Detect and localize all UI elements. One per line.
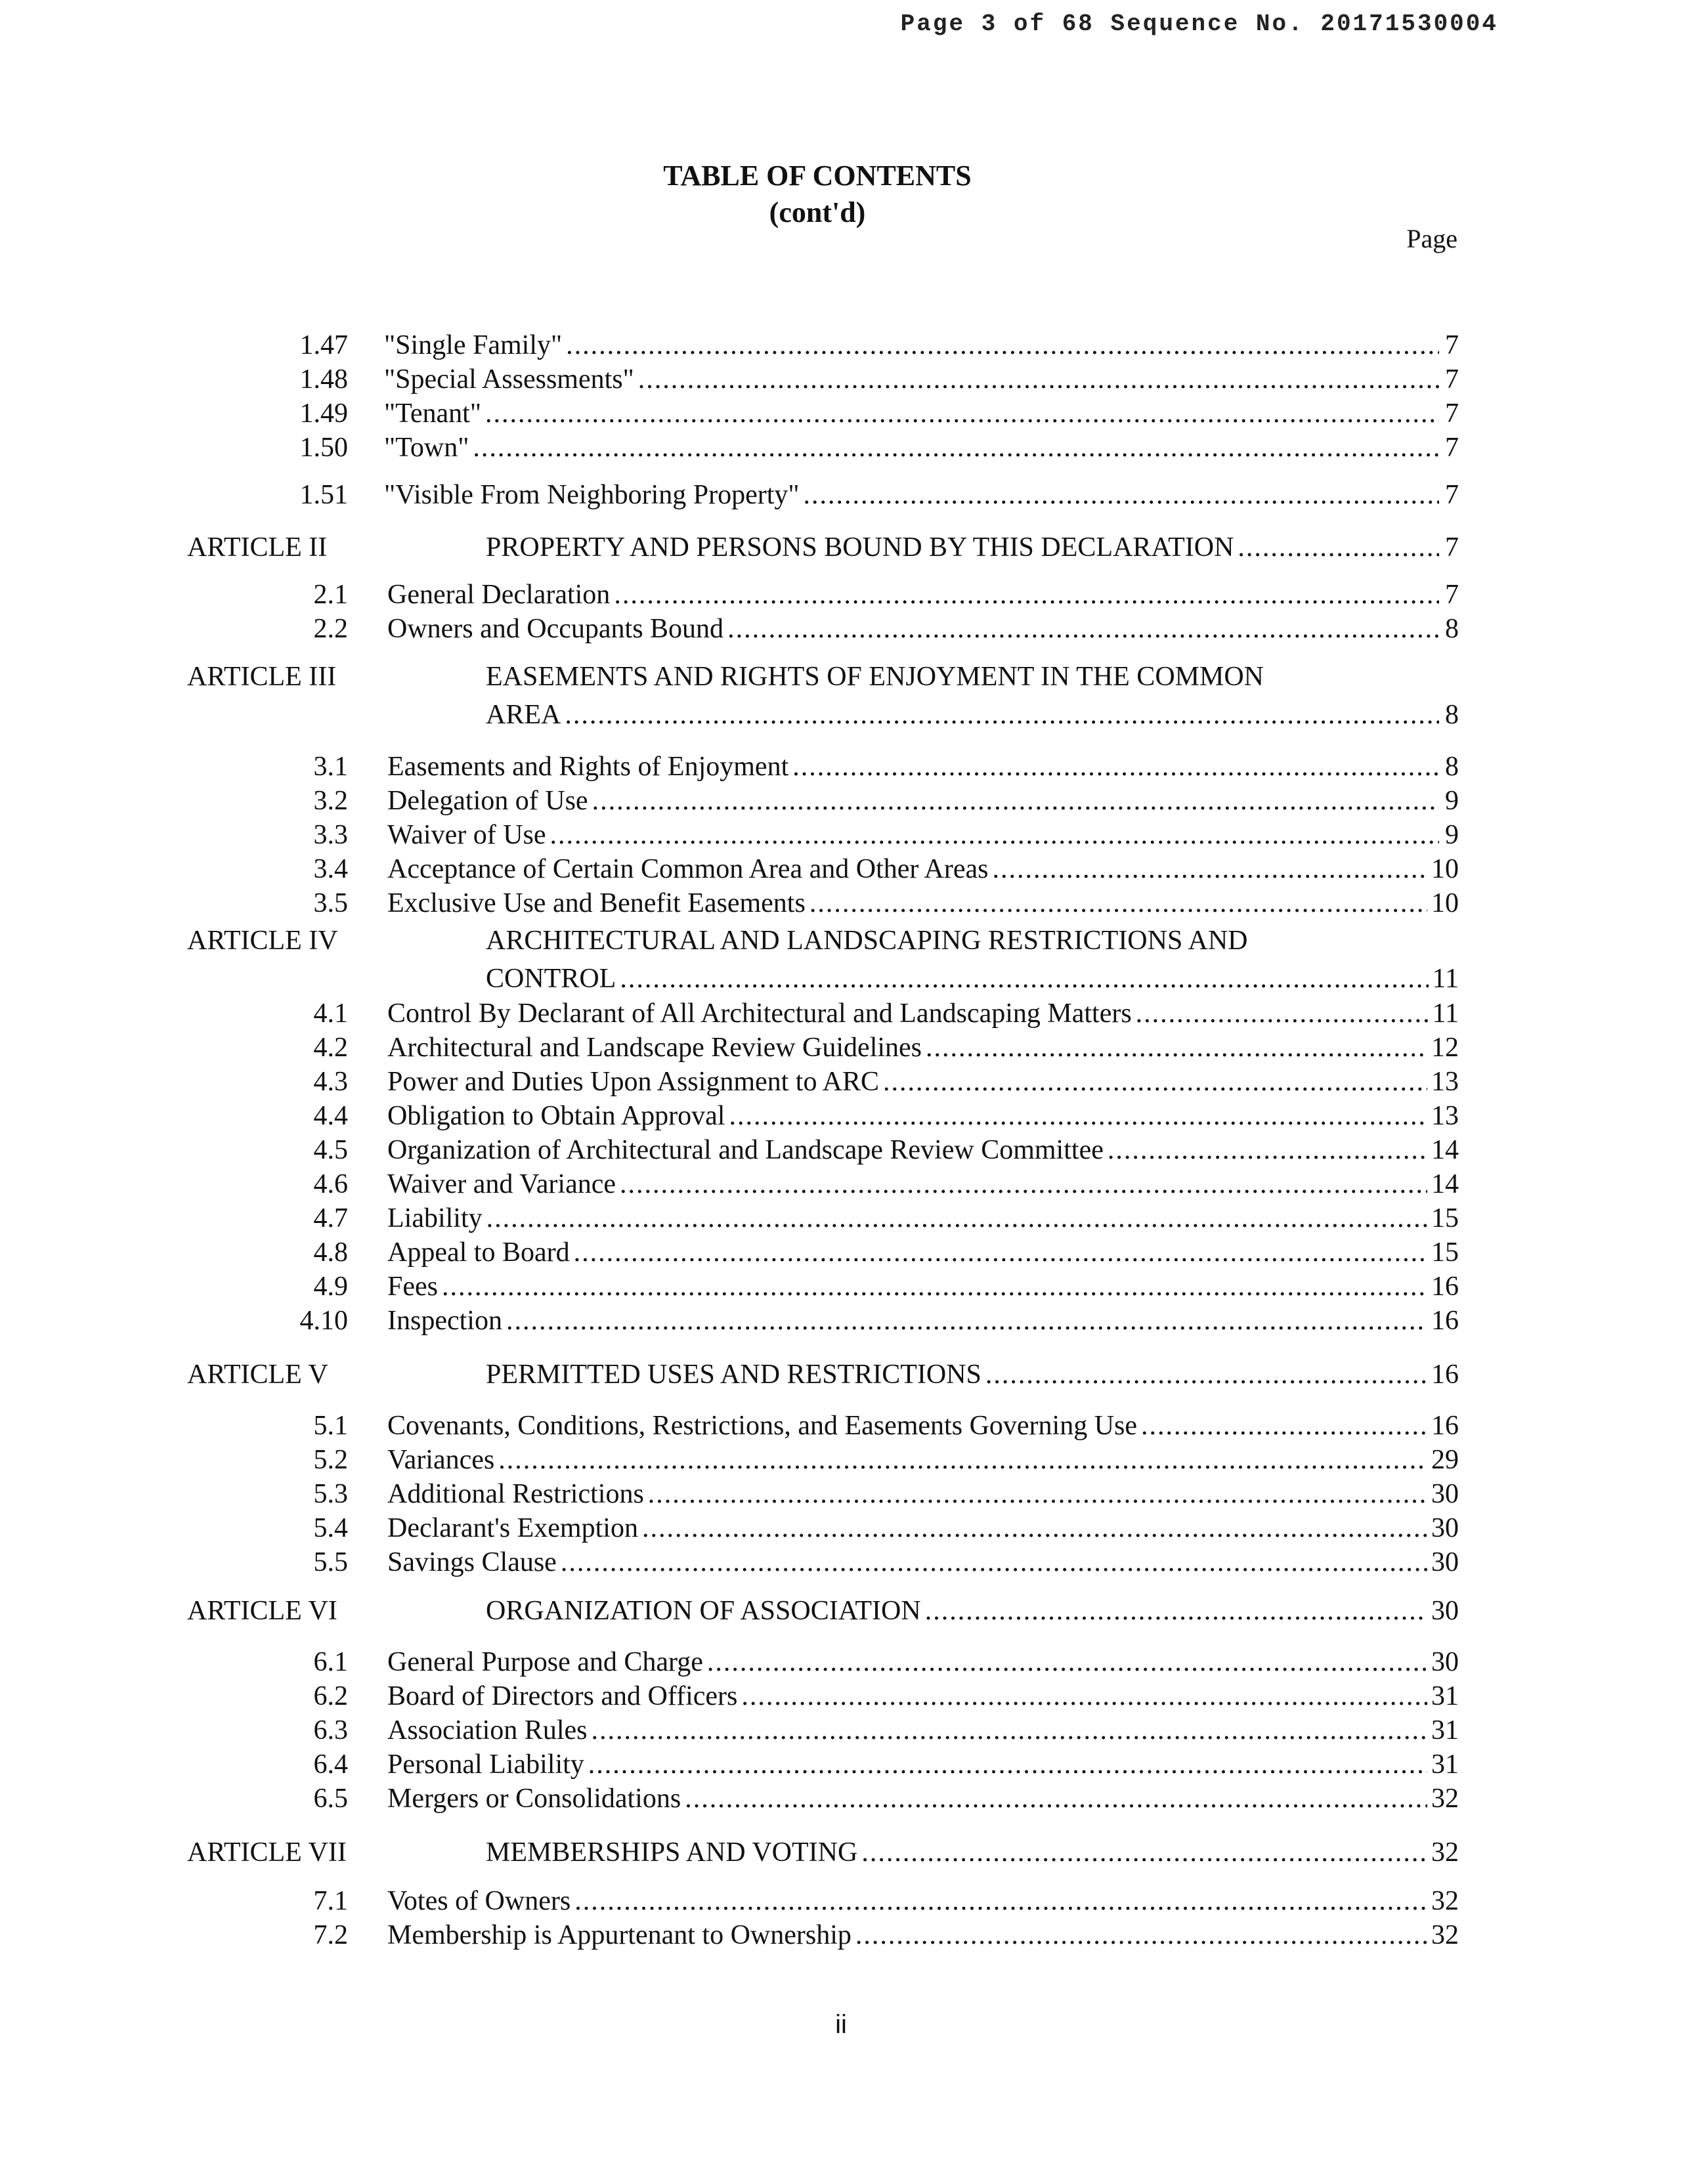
article-title: AREA bbox=[486, 700, 561, 730]
toc-entry bbox=[387, 1747, 1459, 1782]
page-reference: 7 bbox=[1445, 330, 1459, 360]
section-title: Covenants, Conditions, Restrictions, and Easements Governing Use bbox=[387, 1411, 1138, 1441]
toc-entry bbox=[387, 996, 1459, 1031]
page-reference: 12 bbox=[1431, 1033, 1459, 1063]
section-number: 6.1 bbox=[313, 1647, 348, 1677]
toc-entry bbox=[387, 750, 1459, 784]
dot-leader bbox=[648, 1477, 1427, 1511]
toc-entry bbox=[387, 1133, 1459, 1167]
dot-leader bbox=[727, 612, 1439, 646]
section-title: Exclusive Use and Benefit Easements bbox=[387, 888, 806, 918]
toc-entry bbox=[387, 578, 1459, 612]
section-title: Fees bbox=[387, 1272, 438, 1302]
article-title: ORGANIZATION OF ASSOCIATION bbox=[486, 1596, 921, 1626]
section-number: 5.4 bbox=[313, 1513, 348, 1543]
dot-leader bbox=[1108, 1133, 1427, 1167]
section-number: 2.1 bbox=[313, 580, 348, 610]
section-title: Inspection bbox=[387, 1306, 502, 1336]
toc-entry bbox=[387, 784, 1459, 818]
section-number: 3.2 bbox=[313, 786, 348, 816]
article-number: ARTICLE II bbox=[187, 532, 328, 563]
section-title: Easements and Rights of Enjoyment bbox=[387, 752, 789, 782]
page-reference: 7 bbox=[1445, 532, 1459, 563]
section-number: 4.8 bbox=[313, 1237, 348, 1268]
article-title: CONTROL bbox=[486, 964, 616, 994]
section-title: General Declaration bbox=[387, 580, 611, 610]
section-title: Power and Duties Upon Assignment to ARC bbox=[387, 1067, 880, 1097]
toc-entry bbox=[387, 1031, 1459, 1065]
section-title: Additional Restrictions bbox=[387, 1479, 644, 1509]
dot-leader bbox=[792, 750, 1439, 784]
page-reference: 7 bbox=[1445, 398, 1459, 429]
page-reference: 30 bbox=[1431, 1513, 1459, 1543]
section-number: 1.49 bbox=[299, 398, 348, 429]
dot-leader bbox=[588, 1747, 1427, 1782]
page-reference: 16 bbox=[1431, 1411, 1459, 1441]
section-title: Association Rules bbox=[387, 1715, 588, 1745]
page-reference: 11 bbox=[1432, 964, 1459, 994]
toc-entry bbox=[387, 1201, 1459, 1235]
dot-leader bbox=[620, 962, 1428, 996]
page-reference: 11 bbox=[1432, 998, 1459, 1029]
page-reference: 7 bbox=[1445, 580, 1459, 610]
section-number: 3.1 bbox=[313, 752, 348, 782]
section-title: Control By Declarant of All Architectural and Landscaping Matters bbox=[387, 998, 1132, 1029]
toc-entry bbox=[384, 362, 1459, 396]
toc-entry bbox=[384, 478, 1459, 512]
article-title-line1: ARCHITECTURAL AND LANDSCAPING RESTRICTIONS AND bbox=[486, 926, 1248, 956]
page-reference: 7 bbox=[1445, 433, 1459, 463]
page-reference: 13 bbox=[1431, 1067, 1459, 1097]
section-number: 7.1 bbox=[313, 1886, 348, 1916]
toc-entry bbox=[387, 886, 1459, 920]
dot-leader bbox=[685, 1782, 1427, 1816]
toc-entry bbox=[387, 1884, 1459, 1918]
section-title: Waiver and Variance bbox=[387, 1169, 616, 1199]
section-number: 6.2 bbox=[313, 1681, 348, 1711]
article-title: PERMITTED USES AND RESTRICTIONS bbox=[486, 1360, 981, 1390]
toc-entry bbox=[387, 1918, 1459, 1952]
toc-entry bbox=[384, 396, 1459, 431]
page-reference: 30 bbox=[1431, 1547, 1459, 1577]
article-title: PROPERTY AND PERSONS BOUND BY THIS DECLARATION bbox=[486, 532, 1234, 563]
toc-entry bbox=[387, 1477, 1459, 1511]
article-title: MEMBERSHIPS AND VOTING bbox=[486, 1837, 858, 1868]
section-title: "Tenant" bbox=[384, 398, 481, 429]
page-sequence-header: Page 3 of 68 Sequence No. 20171530004 bbox=[900, 11, 1498, 37]
article-number: ARTICLE VII bbox=[187, 1837, 347, 1868]
page-reference: 15 bbox=[1431, 1237, 1459, 1268]
section-number: 6.4 bbox=[313, 1749, 348, 1780]
section-title: Appeal to Board bbox=[387, 1237, 570, 1268]
toc-entry bbox=[387, 1679, 1459, 1713]
section-number: 1.48 bbox=[299, 364, 348, 395]
section-title: Obligation to Obtain Approval bbox=[387, 1101, 725, 1131]
dot-leader bbox=[993, 852, 1428, 886]
toc-entry bbox=[387, 1511, 1459, 1545]
toc-entry bbox=[387, 1065, 1459, 1099]
page-reference: 32 bbox=[1431, 1920, 1459, 1950]
section-number: 2.2 bbox=[313, 614, 348, 644]
toc-entry bbox=[384, 328, 1459, 362]
dot-leader bbox=[729, 1099, 1427, 1133]
dot-leader bbox=[485, 396, 1439, 431]
page-reference: 32 bbox=[1431, 1784, 1459, 1814]
article-number: ARTICLE VI bbox=[187, 1596, 337, 1626]
section-number: 3.4 bbox=[313, 854, 348, 884]
page-reference: 7 bbox=[1445, 480, 1459, 510]
section-number: 6.3 bbox=[313, 1715, 348, 1745]
toc-entry bbox=[387, 1443, 1459, 1477]
section-number: 4.7 bbox=[313, 1203, 348, 1233]
dot-leader bbox=[1238, 530, 1439, 565]
section-number: 3.5 bbox=[313, 888, 348, 918]
section-number: 4.9 bbox=[313, 1272, 348, 1302]
dot-leader bbox=[985, 1358, 1427, 1392]
section-title: Savings Clause bbox=[387, 1547, 557, 1577]
section-number: 1.47 bbox=[299, 330, 348, 360]
section-title: "Town" bbox=[384, 433, 469, 463]
toc-entry bbox=[387, 612, 1459, 646]
page-reference: 10 bbox=[1431, 854, 1459, 884]
section-title: Delegation of Use bbox=[387, 786, 588, 816]
toc-entry bbox=[387, 1099, 1459, 1133]
section-number: 5.5 bbox=[313, 1547, 348, 1577]
dot-leader bbox=[1136, 996, 1429, 1031]
article-title-line1: EASEMENTS AND RIGHTS OF ENJOYMENT IN THE COMMON bbox=[486, 662, 1264, 692]
page-reference: 16 bbox=[1431, 1306, 1459, 1336]
section-title: Acceptance of Certain Common Area and Other Areas bbox=[387, 854, 989, 884]
section-title: Membership is Appurtenant to Ownership bbox=[387, 1920, 852, 1950]
article-number: ARTICLE V bbox=[187, 1360, 328, 1390]
section-number: 4.10 bbox=[299, 1306, 348, 1336]
section-title: "Visible From Neighboring Property" bbox=[384, 480, 800, 510]
section-title: Owners and Occupants Bound bbox=[387, 614, 724, 644]
section-title: Mergers or Consolidations bbox=[387, 1784, 681, 1814]
section-number: 4.6 bbox=[313, 1169, 348, 1199]
page-reference: 9 bbox=[1445, 820, 1459, 850]
section-title: Liability bbox=[387, 1203, 483, 1233]
dot-leader bbox=[614, 578, 1439, 612]
dot-leader bbox=[883, 1065, 1427, 1099]
toc-entry bbox=[486, 530, 1459, 565]
dot-leader bbox=[561, 1545, 1427, 1579]
page-reference: 29 bbox=[1431, 1445, 1459, 1475]
dot-leader bbox=[926, 1031, 1427, 1065]
dot-leader bbox=[642, 1511, 1427, 1545]
section-number: 5.2 bbox=[313, 1445, 348, 1475]
page-reference: 32 bbox=[1431, 1886, 1459, 1916]
dot-leader bbox=[804, 478, 1439, 512]
section-title: General Purpose and Charge bbox=[387, 1647, 703, 1677]
section-number: 3.3 bbox=[313, 820, 348, 850]
dot-leader bbox=[442, 1270, 1427, 1304]
page-reference: 30 bbox=[1431, 1647, 1459, 1677]
page-reference: 7 bbox=[1445, 364, 1459, 395]
page-reference: 8 bbox=[1445, 614, 1459, 644]
section-number: 7.2 bbox=[313, 1920, 348, 1950]
page-number-footer: ii bbox=[835, 2010, 847, 2039]
toc-entry bbox=[387, 1645, 1459, 1679]
dot-leader bbox=[473, 431, 1439, 465]
section-number: 4.4 bbox=[313, 1101, 348, 1131]
article-number: ARTICLE III bbox=[187, 662, 337, 692]
toc-entry bbox=[486, 698, 1459, 732]
toc-entry bbox=[387, 852, 1459, 886]
page-reference: 8 bbox=[1445, 700, 1459, 730]
section-number: 1.51 bbox=[299, 480, 348, 510]
dot-leader bbox=[574, 1884, 1427, 1918]
toc-entry bbox=[387, 1235, 1459, 1270]
dot-leader bbox=[486, 1201, 1427, 1235]
toc-entry bbox=[387, 1782, 1459, 1816]
section-number: 4.5 bbox=[313, 1135, 348, 1165]
page-reference: 31 bbox=[1431, 1715, 1459, 1745]
section-number: 5.3 bbox=[313, 1479, 348, 1509]
page-column-label: Page bbox=[1406, 224, 1457, 253]
dot-leader bbox=[620, 1167, 1427, 1201]
section-title: Waiver of Use bbox=[387, 820, 546, 850]
toc-entry bbox=[486, 962, 1459, 996]
toc-entry bbox=[384, 431, 1459, 465]
section-number: 6.5 bbox=[313, 1784, 348, 1814]
page-reference: 10 bbox=[1431, 888, 1459, 918]
dot-leader bbox=[550, 818, 1439, 852]
toc-title-line1: TABLE OF CONTENTS bbox=[663, 160, 972, 192]
dot-leader bbox=[861, 1835, 1427, 1870]
page-reference: 14 bbox=[1431, 1169, 1459, 1199]
article-number: ARTICLE IV bbox=[187, 926, 338, 956]
dot-leader bbox=[565, 698, 1439, 732]
page-reference: 14 bbox=[1431, 1135, 1459, 1165]
section-number: 4.3 bbox=[313, 1067, 348, 1097]
dot-leader bbox=[566, 328, 1439, 362]
section-title: Board of Directors and Officers bbox=[387, 1681, 738, 1711]
page-reference: 30 bbox=[1431, 1479, 1459, 1509]
toc-entry bbox=[387, 1304, 1459, 1338]
toc-entry bbox=[486, 1358, 1459, 1392]
section-number: 4.1 bbox=[313, 998, 348, 1029]
section-number: 1.50 bbox=[299, 433, 348, 463]
page-reference: 9 bbox=[1445, 786, 1459, 816]
section-title: "Special Assessments" bbox=[384, 364, 634, 395]
dot-leader bbox=[1141, 1409, 1427, 1443]
page-reference: 16 bbox=[1431, 1360, 1459, 1390]
dot-leader bbox=[741, 1679, 1427, 1713]
section-title: Variances bbox=[387, 1445, 495, 1475]
toc-entry bbox=[486, 1835, 1459, 1870]
page-reference: 30 bbox=[1431, 1596, 1459, 1626]
toc-entry bbox=[387, 1545, 1459, 1579]
section-title: "Single Family" bbox=[384, 330, 563, 360]
toc-entry bbox=[387, 1713, 1459, 1747]
page-reference: 16 bbox=[1431, 1272, 1459, 1302]
page-reference: 31 bbox=[1431, 1681, 1459, 1711]
page-reference: 15 bbox=[1431, 1203, 1459, 1233]
toc-entry bbox=[387, 1167, 1459, 1201]
dot-leader bbox=[707, 1645, 1427, 1679]
section-title: Organization of Architectural and Landscape Review Committee bbox=[387, 1135, 1104, 1165]
dot-leader bbox=[574, 1235, 1427, 1270]
toc-entry bbox=[387, 818, 1459, 852]
dot-leader bbox=[809, 886, 1427, 920]
dot-leader bbox=[855, 1918, 1427, 1952]
toc-title-line2: (cont'd) bbox=[769, 196, 866, 228]
section-title: Votes of Owners bbox=[387, 1886, 571, 1916]
dot-leader bbox=[506, 1304, 1427, 1338]
dot-leader bbox=[498, 1443, 1427, 1477]
section-number: 4.2 bbox=[313, 1033, 348, 1063]
page-reference: 31 bbox=[1431, 1749, 1459, 1780]
page-reference: 8 bbox=[1445, 752, 1459, 782]
section-title: Architectural and Landscape Review Guidelines bbox=[387, 1033, 922, 1063]
toc-entry bbox=[387, 1409, 1459, 1443]
section-title: Personal Liability bbox=[387, 1749, 584, 1780]
dot-leader bbox=[925, 1594, 1427, 1628]
toc-entry bbox=[387, 1270, 1459, 1304]
dot-leader bbox=[592, 784, 1439, 818]
page-reference: 32 bbox=[1431, 1837, 1459, 1868]
toc-entry bbox=[486, 1594, 1459, 1628]
section-number: 5.1 bbox=[313, 1411, 348, 1441]
page-reference: 13 bbox=[1431, 1101, 1459, 1131]
dot-leader bbox=[638, 362, 1439, 396]
dot-leader bbox=[591, 1713, 1427, 1747]
section-title: Declarant's Exemption bbox=[387, 1513, 638, 1543]
